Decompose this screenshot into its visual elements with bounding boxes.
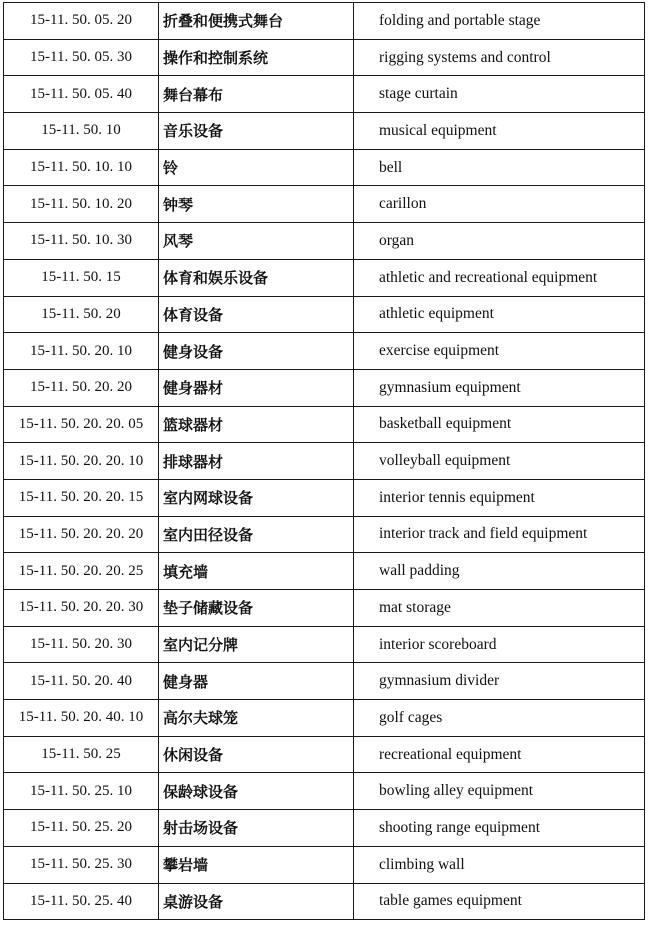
chinese-term-cell: 钟琴 [159,186,354,223]
table-row [4,883,645,920]
code-cell: 15-11. 50. 25. 10 [4,773,159,810]
code-cell: 15-11. 50. 20. 20. 10 [4,443,159,480]
chinese-term-cell: 舞台幕布 [159,76,354,113]
code-cell: 15-11. 50. 10 [4,113,159,150]
table-row [4,479,645,516]
chinese-term-cell: 填充墙 [159,553,354,590]
code-cell: 15-11. 50. 05. 40 [4,76,159,113]
english-term-cell: gymnasium divider [354,663,645,700]
table-body [4,3,645,920]
code-cell: 15-11. 50. 20. 10 [4,333,159,370]
chinese-term-cell: 健身器材 [159,369,354,406]
chinese-term-cell: 室内田径设备 [159,516,354,553]
chinese-term-cell: 健身器 [159,663,354,700]
table-row [4,259,645,296]
table-row [4,223,645,260]
english-term-cell: musical equipment [354,113,645,150]
english-term-cell: table games equipment [354,883,645,920]
chinese-term-cell: 室内网球设备 [159,479,354,516]
code-cell: 15-11. 50. 20. 20. 25 [4,553,159,590]
english-term-cell: interior scoreboard [354,626,645,663]
table-row [4,406,645,443]
code-cell: 15-11. 50. 20 [4,296,159,333]
table-row [4,296,645,333]
table-row [4,553,645,590]
table-row [4,590,645,627]
code-cell: 15-11. 50. 15 [4,259,159,296]
chinese-term-cell: 保龄球设备 [159,773,354,810]
english-term-cell: volleyball equipment [354,443,645,480]
english-term-cell: bell [354,149,645,186]
code-cell: 15-11. 50. 20. 20. 05 [4,406,159,443]
table-row [4,846,645,883]
english-term-cell: exercise equipment [354,333,645,370]
table-row [4,3,645,40]
chinese-term-cell: 攀岩墙 [159,846,354,883]
english-term-cell: athletic equipment [354,296,645,333]
classification-table [3,2,645,920]
english-term-cell: shooting range equipment [354,810,645,847]
code-cell: 15-11. 50. 20. 20 [4,369,159,406]
chinese-term-cell: 风琴 [159,223,354,260]
table-row [4,76,645,113]
table-row [4,369,645,406]
chinese-term-cell: 体育和娱乐设备 [159,259,354,296]
chinese-term-cell: 休闲设备 [159,736,354,773]
english-term-cell: recreational equipment [354,736,645,773]
code-cell: 15-11. 50. 20. 20. 30 [4,590,159,627]
code-cell: 15-11. 50. 25 [4,736,159,773]
chinese-term-cell: 操作和控制系统 [159,39,354,76]
english-term-cell: bowling alley equipment [354,773,645,810]
english-term-cell: climbing wall [354,846,645,883]
table-row [4,516,645,553]
code-cell: 15-11. 50. 25. 20 [4,810,159,847]
english-term-cell: folding and portable stage [354,3,645,40]
chinese-term-cell: 排球器材 [159,443,354,480]
table-row [4,626,645,663]
code-cell: 15-11. 50. 10. 30 [4,223,159,260]
english-term-cell: wall padding [354,553,645,590]
code-cell: 15-11. 50. 20. 20. 15 [4,479,159,516]
chinese-term-cell: 音乐设备 [159,113,354,150]
english-term-cell: mat storage [354,590,645,627]
table-row [4,736,645,773]
table-row [4,333,645,370]
code-cell: 15-11. 50. 20. 20. 20 [4,516,159,553]
english-term-cell: carillon [354,186,645,223]
table-row [4,773,645,810]
english-term-cell: interior track and field equipment [354,516,645,553]
code-cell: 15-11. 50. 05. 30 [4,39,159,76]
code-cell: 15-11. 50. 25. 40 [4,883,159,920]
english-term-cell: stage curtain [354,76,645,113]
table-row [4,443,645,480]
code-cell: 15-11. 50. 20. 40 [4,663,159,700]
code-cell: 15-11. 50. 10. 10 [4,149,159,186]
english-term-cell: rigging systems and control [354,39,645,76]
chinese-term-cell: 铃 [159,149,354,186]
table-row [4,663,645,700]
table-row [4,39,645,76]
table-row [4,186,645,223]
english-term-cell: organ [354,223,645,260]
table-row [4,149,645,186]
code-cell: 15-11. 50. 25. 30 [4,846,159,883]
english-term-cell: athletic and recreational equipment [354,259,645,296]
english-term-cell: gymnasium equipment [354,369,645,406]
chinese-term-cell: 折叠和便携式舞台 [159,3,354,40]
english-term-cell: interior tennis equipment [354,479,645,516]
code-cell: 15-11. 50. 10. 20 [4,186,159,223]
english-term-cell: basketball equipment [354,406,645,443]
table-row [4,700,645,737]
table-row [4,810,645,847]
chinese-term-cell: 室内记分牌 [159,626,354,663]
chinese-term-cell: 篮球器材 [159,406,354,443]
table-row [4,113,645,150]
english-term-cell: golf cages [354,700,645,737]
chinese-term-cell: 桌游设备 [159,883,354,920]
code-cell: 15-11. 50. 20. 40. 10 [4,700,159,737]
code-cell: 15-11. 50. 05. 20 [4,3,159,40]
chinese-term-cell: 体育设备 [159,296,354,333]
code-cell: 15-11. 50. 20. 30 [4,626,159,663]
chinese-term-cell: 高尔夫球笼 [159,700,354,737]
chinese-term-cell: 射击场设备 [159,810,354,847]
chinese-term-cell: 垫子储藏设备 [159,590,354,627]
chinese-term-cell: 健身设备 [159,333,354,370]
